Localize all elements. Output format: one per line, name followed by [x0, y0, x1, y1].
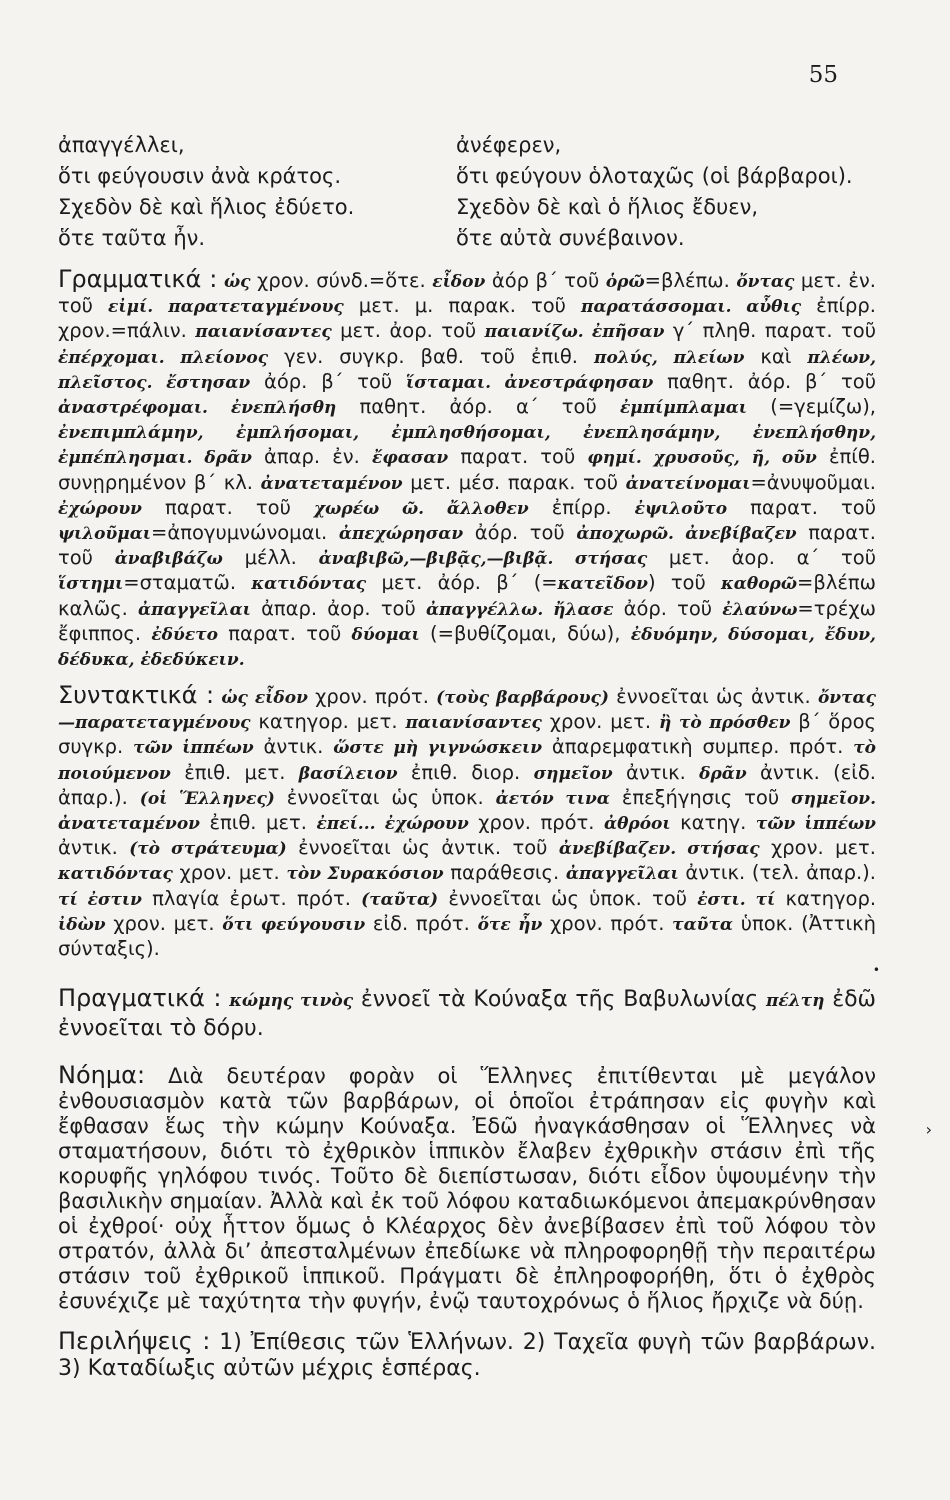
gloss-text: κατηγορ. μετ. [250, 710, 406, 734]
gloss-text: ἐπιθ. διορ. [397, 760, 534, 784]
gloss-text: ἐπίρρ. [528, 495, 635, 519]
section-heading: Συντακτικά : [58, 681, 215, 709]
gloss-text: =ἀνυψοῦμαι. [750, 470, 876, 494]
gloss-text: =ἀπογυμνώνομαι. [151, 521, 339, 545]
gloss-text: παρατ. τοῦ [141, 495, 314, 519]
gloss-text: =βλέπω. [644, 269, 737, 292]
keyword-term: κατιδόντας [58, 864, 173, 885]
keyword-term: κατεῖδον [557, 574, 648, 595]
gloss-text: ἐννοεῖται ὡς ὑποκ. τοῦ [438, 886, 698, 910]
keyword-term: (τοὺς βαρβάρους) [436, 688, 609, 708]
keyword-term: καθορῶ [721, 574, 798, 595]
verse-line: ἀπαγγέλλει, [58, 133, 185, 157]
keyword-term: σημεῖον. [791, 788, 877, 809]
gloss-text: γεν. συγκρ. βαθ. τοῦ ἐπιθ. [268, 344, 594, 368]
gloss-text: ἀπαρ. ἐν. [251, 445, 373, 469]
keyword-term: ἀπαγγεῖλαι [565, 864, 679, 885]
gloss-text: ὑποκ. (Ἀττικὴ σύνταξις). [58, 911, 876, 961]
keyword-term: ὄντας [736, 272, 795, 292]
gloss-text: μετ. ἀόρ. β΄ (= [366, 571, 558, 595]
keyword-term: ἀπαγγέλλω. ἤλασε [425, 599, 614, 620]
keyword-term: ὁρῶ [605, 272, 645, 292]
verse-line: ὅτε ταῦτα ἦν. [58, 226, 206, 250]
keyword-term: (οἱ Ἕλληνες) [139, 788, 275, 809]
keyword-term: ἐδυόμην, δύσομαι, ἔδυν, δέδυκα, ἐδεδύκειν. [58, 624, 876, 671]
keyword-term: κατιδόντας [251, 574, 367, 595]
gloss-text: ἀντικ. (τελ. ἀπαρ.). [678, 861, 876, 885]
gloss-text: ) τοῦ [647, 571, 722, 595]
keyword-term: ὅτι φεύγουσιν [222, 914, 366, 935]
keyword-term: ἀνεβίβαζεν. στήσας [558, 839, 760, 860]
gloss-text: (=βυθίζομαι, δύω), [419, 621, 631, 645]
gloss-text: παράθεσις. [443, 861, 566, 885]
gloss-text: ἀντικ. (εἰδ. ἀπαρ.). [58, 760, 876, 809]
keyword-term: δύομαι [351, 624, 420, 645]
section-heading: Πραγματικά : [58, 984, 222, 1012]
gloss-text: β΄ ὅρος συγκρ. [58, 710, 876, 759]
keyword-term: παιανίσαντες [405, 713, 542, 734]
keyword-term: τῶν ἱππέων [133, 738, 254, 759]
gloss-text: ἀόρ. τοῦ [463, 521, 577, 545]
gloss-text: χρον. πρότ. [307, 685, 437, 708]
gloss-text: παθητ. ἀόρ. α΄ τοῦ [336, 395, 620, 419]
keyword-term: ἔφασαν [372, 448, 449, 469]
gloss-text: ἀντικ. [253, 735, 334, 759]
keyword-term: ἐλαύνω [722, 599, 798, 620]
gloss-text: χρον. σύνδ.=ὅτε. [250, 269, 433, 292]
keyword-term: κώμης τινὸς [229, 991, 354, 1011]
gloss-text: γ΄ πληθ. παρατ. τοῦ [664, 319, 876, 343]
keyword-term: ἐχώρουν [58, 498, 142, 519]
gloss-text: ἐπίθ. συνῃρημένον β΄ κλ. [58, 445, 876, 494]
gloss-text: ἐπεξήγησις τοῦ [609, 785, 792, 809]
gloss-text: ἐδῶ ἐννοεῖται τὸ δόρυ. [58, 987, 876, 1041]
ancient-text-column [58, 130, 398, 254]
keyword-term: ἀπεχώρησαν [338, 524, 464, 545]
gloss-text: ἀόρ. τοῦ [613, 596, 723, 620]
keyword-term: παιανίζω. ἐπῆσαν [484, 322, 665, 343]
keyword-term: (τὸ στράτευμα) [129, 839, 287, 860]
gloss-text: ἀόρ β΄ τοῦ [485, 269, 606, 292]
keyword-term: τὸν Συρακόσιον [286, 864, 444, 885]
keyword-term: εἶδον [432, 272, 486, 292]
gloss-text: ἐννοεῖται ὡς ἀντικ. [608, 685, 818, 708]
keyword-term: ἀναβιβάζω [114, 549, 223, 570]
keyword-term: (ταῦτα) [361, 889, 439, 910]
gloss-text: παρατ. τοῦ [727, 495, 876, 519]
section-heading: Γραμματικά : [58, 265, 218, 293]
gloss-text: κατηγ. [670, 811, 756, 835]
realia-section [58, 985, 876, 1042]
gloss-text: χρον. μετ. [172, 861, 287, 885]
translation-column [456, 130, 896, 254]
gloss-text: ἐννοεῖται ὡς ὑποκ. [274, 785, 496, 809]
gloss-text: κατηγορ. [775, 886, 877, 910]
keyword-term: ἐστι. τί [697, 889, 776, 910]
keyword-term: ἐπέρχομαι. πλείονος [58, 347, 269, 368]
keyword-term: ἀνατεταμένον [260, 473, 403, 494]
gloss-text: =βλέπω καλῶς. [58, 571, 876, 620]
keyword-term: ταῦτα [672, 914, 733, 935]
keyword-term: ἐπεί... ἐχώρουν [316, 814, 469, 835]
keyword-term: φημί. χρυσοῦς, ῆ, οῦν [587, 448, 817, 469]
keyword-term: ἰδὼν [58, 914, 106, 935]
keyword-term: ὄντας—παρατεταγμένους [58, 688, 876, 734]
gloss-text: παθητ. ἀόρ. β΄ τοῦ [653, 369, 877, 393]
keyword-term: ἀναβιβῶ,—βιβᾷς,—βιβᾷ. στήσας [318, 549, 648, 570]
gloss-text: παρατ. τοῦ [448, 445, 588, 469]
keyword-term: παρατάσσομαι. αὖθις [581, 297, 802, 318]
gloss-text: μετ. ἀορ. τοῦ [331, 319, 485, 343]
keyword-term: ἀποχωρῶ. ἀνεβίβαζεν [576, 524, 797, 545]
keyword-term: ὅτε ἦν [477, 914, 543, 935]
gloss-text: =τρέχω ἔφιππος. [58, 596, 876, 645]
keyword-term: ψιλοῦμαι [58, 524, 152, 545]
gloss-text: ἀντικ. [58, 836, 130, 860]
keyword-term: εἰμί. [108, 297, 154, 318]
gloss-text: εἰδ. πρότ. [365, 911, 478, 935]
gloss-text: χρον. μετ. [541, 710, 659, 734]
keyword-term: σημεῖον [533, 763, 613, 784]
keyword-term: ἐδύετο [151, 624, 218, 645]
gloss-text: ἐννοεῖ τὰ Κούναξα τῆς Βαβυλωνίας [353, 987, 766, 1012]
verse-line: ἀνέφερεν, [456, 133, 562, 157]
gloss-text: =σταματῶ. [123, 571, 252, 595]
keyword-term: ὡς [223, 272, 251, 292]
gloss-text: παρατ. τοῦ [217, 621, 352, 645]
keyword-term: πλέων, πλεῖστος. ἔστησαν [58, 347, 876, 393]
gloss-text: ἐννοεῖται ὡς ἀντικ. τοῦ [286, 836, 559, 860]
gloss-text: ἐπιθ. μετ. [170, 760, 299, 784]
gloss-text: ἀπαρεμφατικὴ συμπερ. πρότ. [542, 735, 854, 759]
keyword-term: ἀπαγγεῖλαι [138, 599, 251, 620]
keyword-term: τῶν ἱππέων [755, 814, 876, 835]
gloss-text: χρον. πρότ. [542, 911, 673, 935]
summary-section [58, 1328, 876, 1382]
keyword-term: παρατεταγμένους [168, 297, 344, 318]
gloss-text: χρον. μετ. [105, 911, 223, 935]
syntax-section [58, 681, 877, 961]
keyword-term: τί ἐστιν [58, 889, 142, 910]
gloss-text: μετ. μέσ. παρακ. τοῦ [402, 470, 626, 494]
gloss-text: μετ. ἐν. τοῦ [58, 269, 876, 318]
gloss-text: Διὰ δευτέραν φορὰν οἱ Ἕλληνες ἐπιτίθενται μὲ μεγάλον ἐνθουσιασμὸν κατὰ τῶν βαρβάρων, οἱ ὁποῖοι ἐτράπησαν εἰς φυγὴν καὶ ἔφθασαν ἕως τὴν κώμην Κούναξα. Ἐδῶ ἠναγκάσθησαν οἱ Ἕλληνες νὰ σταματήσουν, διότι τὸ ἐχθρικὸν ἱππικὸν ἔλαβεν ἐχθρικὴν στάσιν ἐπὶ τῆς κορυφῆς γηλόφου τινός. Τοῦτο δὲ διεπίστωσαν, διότι εἶδον ὑψουμένην τὴν βασιλικὴν σημαίαν. Ἀλλὰ καὶ ἐκ τοῦ λόφου καταδιωκόμενοι ἀπεμακρύνθησαν οἱ ἐχθροί· οὐχ ἧττον ὅμως ὁ Κλέαρχος δὲν ἀνεβίβασεν ἐπὶ τοῦ λόφου τὸν στρατόν, ἀλλὰ δι’ ἀπεσταλμένων ἐπεδίωκε νὰ πληροφορηθῇ τὴν περαιτέρω στάσιν τοῦ ἐχθρικοῦ ἱππικοῦ. Πράγματι δὲ ἐπληροφορήθη, ὅτι ὁ ἐχθρὸς ἐσυνέχιζε μὲ ταχύτητα τὴν φυγήν, ἐνῷ ταυτοχρόνως ὁ ἥλιος ἤρχιζε νὰ δύῃ. [58, 1064, 876, 1313]
keyword-term: πέλτη [765, 991, 825, 1011]
gloss-text: ἐπίρρ. χρον.=πάλιν. [58, 294, 876, 343]
gloss-text: 1) Ἐπίθεσις τῶν Ἑλλήνων. 2) Ταχεῖα φυγὴ τῶν βαρβάρων. 3) Καταδίωξις αὐτῶν μέχρις ἑσπέρας. [58, 1330, 877, 1381]
keyword-term: ἀνατείνομαι [625, 473, 751, 494]
keyword-term: δρᾶν [699, 763, 747, 784]
section-heading: Νόημα: [58, 1061, 146, 1089]
keyword-term: ἐνεπιμπλάμην, ἐμπλήσομαι, ἐμπλησθήσομαι, ἐνεπλησάμην, ἐνεπλήσθην, ἐμπέπλησμαι. δρᾶν [58, 423, 876, 469]
keyword-term: ἢ τὸ πρόσθεν [659, 713, 791, 734]
separator-dot: • [872, 963, 880, 977]
keyword-term: ὡς εἶδον [221, 688, 308, 708]
keyword-term: ὥστε μὴ γιγνώσκειν [333, 738, 543, 759]
gloss-text [153, 294, 168, 317]
keyword-term: ἀναστρέφομαι. ἐνεπλήσθη [58, 398, 337, 419]
section-body [58, 269, 876, 670]
keyword-term: χωρέω ῶ. ἄλλοθεν [313, 498, 529, 519]
keyword-term: τὸ ποιούμενον [58, 738, 876, 784]
section-body [58, 1064, 876, 1313]
keyword-term: βασίλειον [298, 763, 398, 784]
gloss-text: καὶ [744, 344, 808, 368]
gloss-text: ἐπιθ. μετ. [199, 811, 317, 835]
keyword-term: ἀθρόοι [603, 814, 671, 835]
gloss-text: ἀπαρ. ἀορ. τοῦ [250, 596, 426, 620]
keyword-term: ἐψιλοῦτο [634, 498, 728, 519]
gloss-text: μέλλ. [222, 546, 319, 570]
keyword-term: ἵστημι [58, 574, 124, 595]
keyword-term: ἵσταμαι. ἀνεστράφησαν [406, 372, 654, 393]
margin-mark: › [925, 1120, 932, 1139]
keyword-term: ἀνατεταμένον [58, 814, 200, 835]
gloss-text: ἀντικ. [612, 760, 700, 784]
page-number: 55 [808, 62, 838, 88]
gloss-text: μετ. ἀορ. α΄ τοῦ [647, 546, 876, 570]
gloss-text: πλαγία ἐρωτ. πρότ. [141, 886, 362, 910]
section-heading: Περιλήψεις : [58, 1327, 211, 1355]
gloss-text: (=γεμίζω), [747, 395, 877, 419]
keyword-term: πολύς, πλείων [594, 347, 745, 368]
gloss-text: χρον. πρότ. [468, 811, 604, 835]
section-body [58, 685, 876, 960]
keyword-term: ἀετόν τινα [495, 788, 610, 809]
verse-line: ὅτι φεύγουσιν ἀνὰ κράτος. [58, 164, 342, 188]
verse-line: Σχεδὸν δὲ καὶ ὁ ἥλιος ἔδυεν, [456, 195, 759, 219]
meaning-section [58, 1063, 876, 1314]
gloss-text: ἀόρ. β΄ τοῦ [250, 369, 407, 393]
keyword-term: ἐμπίμπλαμαι [619, 398, 748, 419]
gloss-text: μετ. μ. παρακ. τοῦ [343, 294, 581, 318]
verse-line: Σχεδὸν δὲ καὶ ἥλιος ἐδύετο. [58, 195, 355, 219]
verse-line: ὅτε αὐτὰ συνέβαινον. [456, 226, 685, 250]
gloss-text: παρατ. τοῦ [58, 521, 876, 570]
grammar-section [58, 265, 877, 672]
verse-line: ὅτι φεύγουν ὁλοταχῶς (οἱ βάρβαροι). [456, 164, 853, 188]
gloss-text: χρον. μετ. [759, 836, 876, 860]
keyword-term: παιανίσαντες [195, 322, 332, 343]
